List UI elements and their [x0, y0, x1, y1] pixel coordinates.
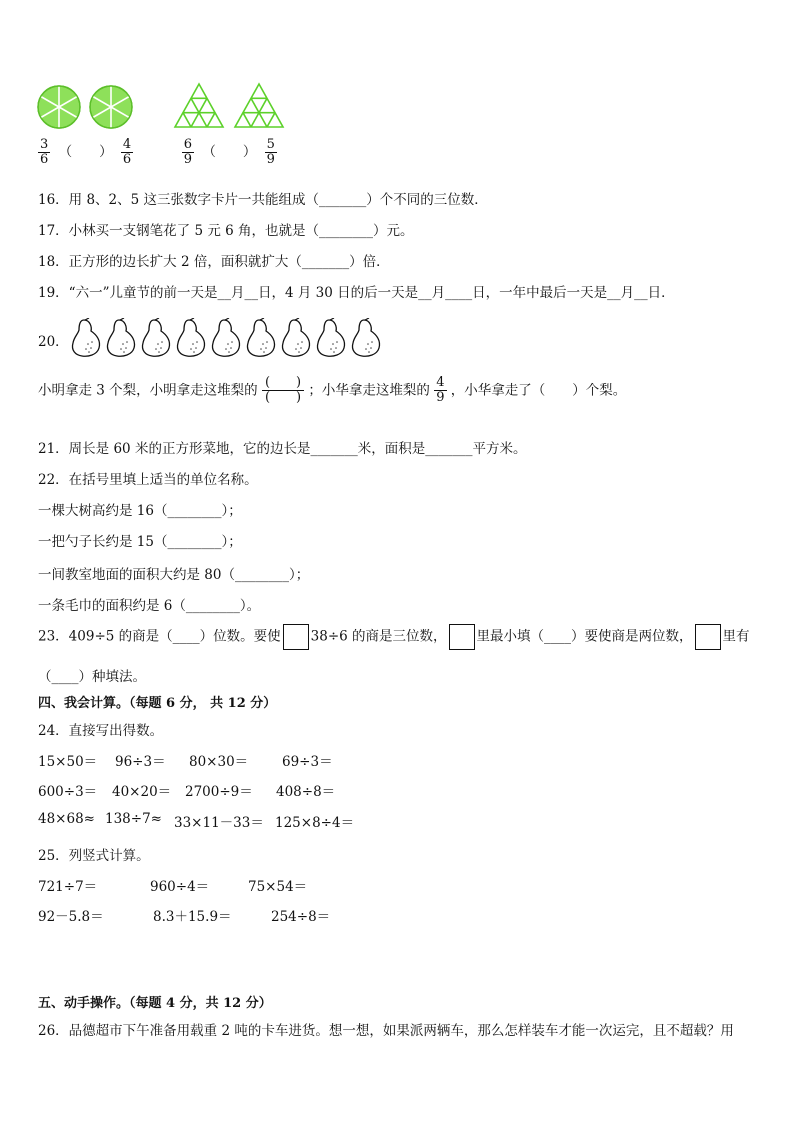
- pear-icon: [72, 318, 99, 356]
- calc-item: 15×50＝: [38, 754, 98, 770]
- question-22-item: 一棵大树高约是 16（________）；: [38, 503, 242, 519]
- fraction-6-9: $\frac{6}{9}$: [183, 137, 193, 168]
- question-26: 26．品德超市下午准备用载重 2 吨的卡车进货。想一想，如果派两辆车，那么怎样装车才能一次运完，且不超载？用: [38, 1023, 734, 1039]
- fraction-4-6: $\frac{4}{6}$: [122, 137, 132, 168]
- question-20-text: 小明拿走 3 个梨，小明拿走这堆梨的 $\frac{( )}{( )}$ ；小华拿走这堆梨的 $\frac{4}{9}$ ，小华拿走了（ ）个梨。: [38, 375, 627, 406]
- triangle-2: [235, 84, 283, 127]
- question-23: 23．409÷5 的商是（____）位数。要使 38÷6 的商是三位数， 里最小填（____）要使商是两位数， 里有: [38, 624, 750, 650]
- calc-item: 48×68≈: [38, 811, 95, 827]
- calc-item: 125×8÷4＝: [275, 815, 355, 831]
- pear-row: [68, 318, 388, 358]
- pear-icon: [282, 318, 309, 356]
- question-18: 18．正方形的边长扩大 2 倍，面积就扩大（_______）倍．: [38, 254, 390, 270]
- question-23-continued: （____）种填法。: [38, 669, 146, 685]
- calc-item: 138÷7≈: [105, 811, 162, 827]
- calc-item: 96÷3＝: [115, 754, 166, 770]
- question-22-title: 22．在括号里填上适当的单位名称。: [38, 472, 258, 488]
- question-24-title: 24．直接写出得数。: [38, 723, 164, 739]
- fraction-4-9: $\frac{4}{9}$: [436, 375, 445, 406]
- calc-item: 92－5.8＝: [38, 909, 104, 925]
- pear-icon: [212, 318, 239, 356]
- question-22-item: 一间教室地面的面积大约是 80（________）；: [38, 567, 310, 583]
- fraction-compare-row: [38, 138, 277, 168]
- pear-icon: [247, 318, 274, 356]
- calc-item: 960÷4＝: [150, 879, 210, 895]
- calc-item: 40×20＝: [112, 784, 172, 800]
- pear-icon: [317, 318, 344, 356]
- calc-item: 721÷7＝: [38, 879, 98, 895]
- section-5-heading: 五、动手操作。（每题 4 分，共 12 分）: [38, 996, 272, 1011]
- question-22-item: 一把勺子长约是 15（________）；: [38, 534, 242, 550]
- triangle-1: [175, 84, 223, 127]
- fill-box[interactable]: [283, 624, 309, 650]
- pear-icon: [352, 318, 379, 356]
- calc-item: 8.3＋15.9＝: [153, 909, 232, 925]
- section-4-heading: 四、我会计算。（每题 6 分， 共 12 分）: [38, 696, 277, 711]
- compare-blank-1[interactable]: （ ）: [58, 144, 113, 161]
- circle-2: [90, 86, 132, 128]
- compare-blank-2[interactable]: （ ）: [202, 144, 257, 161]
- question-16: 16．用 8、2、5 这三张数字卡片一共能组成（_______）个不同的三位数．: [38, 192, 488, 208]
- calc-item: 80×30＝: [189, 754, 249, 770]
- question-21: 21．周长是 60 米的正方形菜地，它的边长是_______米，面积是_______平方米。: [38, 441, 527, 457]
- fraction-blank[interactable]: $\frac{( )}{( )}$: [262, 376, 304, 406]
- calc-item: 69÷3＝: [282, 754, 333, 770]
- calc-item: 408÷8＝: [276, 784, 336, 800]
- pear-icon: [177, 318, 204, 356]
- question-19: 19．“六一”儿童节的前一天是__月__日，4 月 30 日的后一天是__月____日，一年中最后一天是__月__日．: [38, 285, 675, 301]
- fraction-3-6: $\frac{3}{6}$: [40, 137, 49, 168]
- fill-box[interactable]: [449, 624, 475, 650]
- question-22-item: 一条毛巾的面积约是 6（________）。: [38, 598, 261, 614]
- calc-item: 2700÷9＝: [185, 784, 253, 800]
- question-20-label: 20．: [38, 334, 69, 350]
- question-17: 17．小林买一支钢笔花了 5 元 6 角，也就是（________）元。: [38, 223, 414, 239]
- question-25-title: 25．列竖式计算。: [38, 848, 150, 864]
- pear-icon: [107, 318, 134, 356]
- pear-icon: [142, 318, 169, 356]
- calc-item: 254÷8＝: [271, 909, 331, 925]
- calc-item: 600÷3＝: [38, 784, 98, 800]
- calc-item: 33×11－33＝: [174, 815, 264, 831]
- fraction-5-9: $\frac{5}{9}$: [266, 137, 275, 168]
- fill-box[interactable]: [695, 624, 721, 650]
- fraction-figures: [30, 80, 300, 135]
- circle-1: [38, 86, 80, 128]
- calc-item: 75×54＝: [248, 879, 308, 895]
